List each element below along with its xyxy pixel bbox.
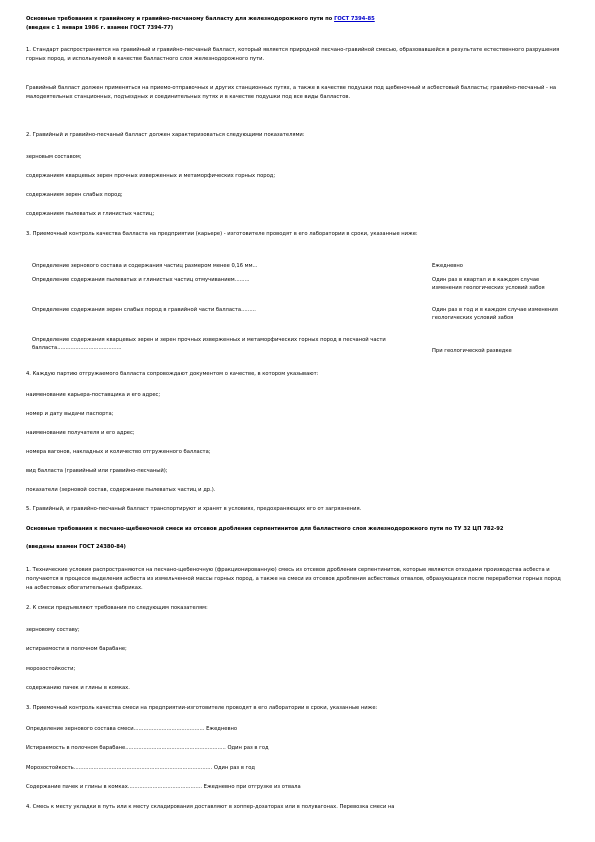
section1-heading bbox=[26, 15, 566, 24]
section2-heading-sub: (введены взамен ГОСТ 24380-84) bbox=[26, 544, 126, 550]
table-row bbox=[32, 306, 566, 330]
list-item: зерновому составу; bbox=[26, 627, 80, 633]
section1-paragraph-6: 5. Гравийный, и гравийно-песчаный балласт транспортируют и хранят в условиях, предохраняющих его от загрязнения. bbox=[26, 506, 362, 512]
table-cell-test: Определение содержания пылеватых и глинистых частиц отмучиванием......... bbox=[32, 277, 250, 283]
table-cell-frequency: Один раз в год и в каждом случае изменения геологических условий забоя bbox=[432, 307, 558, 321]
list-item: вид балласта (гравийный или гравийно-песчаный); bbox=[26, 468, 168, 474]
section1-paragraph-5: 4. Каждую партию отгружаемого балласта сопровождают документом о качестве, в котором указывают: bbox=[26, 371, 319, 377]
section2-heading: Основные требования к песчано-щебеночной смеси из отсевов дробления серпентинитов для балластного слоя железнодорожного пути по ТУ 32 ЦП 782-92 bbox=[26, 526, 504, 532]
section1-paragraph-1: 1. Стандарт распространяется на гравийный и гравийно-песчаный балласт, который является природной песчано-гравийной смесью, образовавшейся в результате естественного разрушения горных пород, и используемой в качестве балластного слоя железнодорожного пути. bbox=[26, 47, 560, 62]
test-line: Морозостойкость.................................................................................... Один раз в год bbox=[26, 765, 256, 771]
test-line: Содержание пачек и глины в комках............................................. Ежедневно при отгрузке из отвала bbox=[26, 784, 301, 790]
list-item: истираемости в полочном барабане; bbox=[26, 646, 127, 652]
table-cell-frequency: Один раз в квартал и в каждом случае изменения геологических условий забоя bbox=[432, 277, 545, 291]
list-item: номер и дату выдачи паспорта; bbox=[26, 411, 114, 417]
list-item: показатели (зерновой состав, содержание пылеватых частиц и др.). bbox=[26, 487, 216, 493]
section2-paragraph-2: 2. К смеси предъявляют требования по следующим показателям: bbox=[26, 605, 208, 611]
section1-paragraph-4: 3. Приемочный контроль качества балласта на предприятии (карьере) - изготовителе проводят в его лаборатории в сроки, указанные ниже: bbox=[26, 231, 418, 237]
list-item: содержанию пачек и глины в комках. bbox=[26, 685, 130, 691]
test-line: Определение зернового состава смеси........................................... Ежедневно bbox=[26, 726, 238, 732]
list-item: наименование получателя и его адрес; bbox=[26, 430, 135, 436]
section2-paragraph-3: 3. Приемочный контроль качества смеси на предприятии-изготовителе проводят в его лаборатории в сроки, указанные ниже: bbox=[26, 705, 378, 711]
list-item: морозостойкости; bbox=[26, 666, 76, 672]
list-item: содержанием кварцевых зерен прочных изверженных и метаморфических горных пород; bbox=[26, 173, 276, 179]
section1-paragraph-3: 2. Гравийный и гравийно-песчаный балласт должен характеризоваться следующими показателями: bbox=[26, 132, 305, 138]
table-cell-frequency: Ежедневно bbox=[432, 263, 463, 269]
list-item: содержанием пылеватых и глинистых частиц; bbox=[26, 211, 155, 217]
section1-heading-text: Основные требования к гравийному и гравийно-песчаному балласту для железнодорожного пути по bbox=[26, 16, 333, 22]
test-line: Истираемость в полочном барабане............................................................. Один раз в год bbox=[26, 745, 269, 751]
table-row bbox=[32, 276, 566, 300]
gost-7394-85-link[interactable]: ГОСТ 7394-85 bbox=[334, 16, 375, 22]
list-item: зерновым составом; bbox=[26, 154, 82, 160]
list-item: номера вагонов, накладных и количество отгруженного балласта; bbox=[26, 449, 211, 455]
table-cell-test: Определение содержания кварцевых зерен и зерен прочных изверженных и метаморфических горных пород в песчаной части балласта....................................... bbox=[32, 337, 386, 351]
list-item: наименование карьера-поставщика и его адрес; bbox=[26, 392, 161, 398]
section2-paragraph-4: 4. Смесь к месту укладки в путь или к месту складирования доставляют в хоппер-дозаторах или в полувагонах. Перевозка смеси на bbox=[26, 804, 395, 810]
section2-paragraph-1: 1. Технические условия распространяются на песчано-щебеночную (фракционированную) смесь из отсевов дробления серпентинитов, которые являются отходами производства асбеста и получаются в процессе выделения асбеста из измельченной массы горных пород, а также на смеси из отсевов дробления асбестовых отвалов, образующихся после переработки горных пород на асбестовых обогатительных фабриках. bbox=[26, 567, 561, 591]
list-item: содержанием зерен слабых пород; bbox=[26, 192, 123, 198]
table-row bbox=[32, 336, 566, 356]
section1-paragraph-2: Гравийный балласт должен применяться на приемо-отправочных и других станционных путях, а также в качестве подушки под щебеночный и асбестовый балласты; гравийно-песчаный - на малодеятельных станционных, подъездных и соединительных путях и в качестве подушки под все виды балластов. bbox=[26, 85, 557, 100]
table-cell-test: Определение зернового состава и содержания частиц размером менее 0,16 мм... bbox=[32, 263, 258, 269]
table-cell-frequency: При геологической разведке bbox=[432, 348, 512, 354]
table-row bbox=[32, 262, 566, 272]
table-cell-test: Определение содержания зерен слабых пород в гравийной части балласта......... bbox=[32, 307, 256, 313]
section1-heading-sub: (введен с 1 января 1986 г. взамен ГОСТ 7394-77) bbox=[26, 25, 174, 31]
